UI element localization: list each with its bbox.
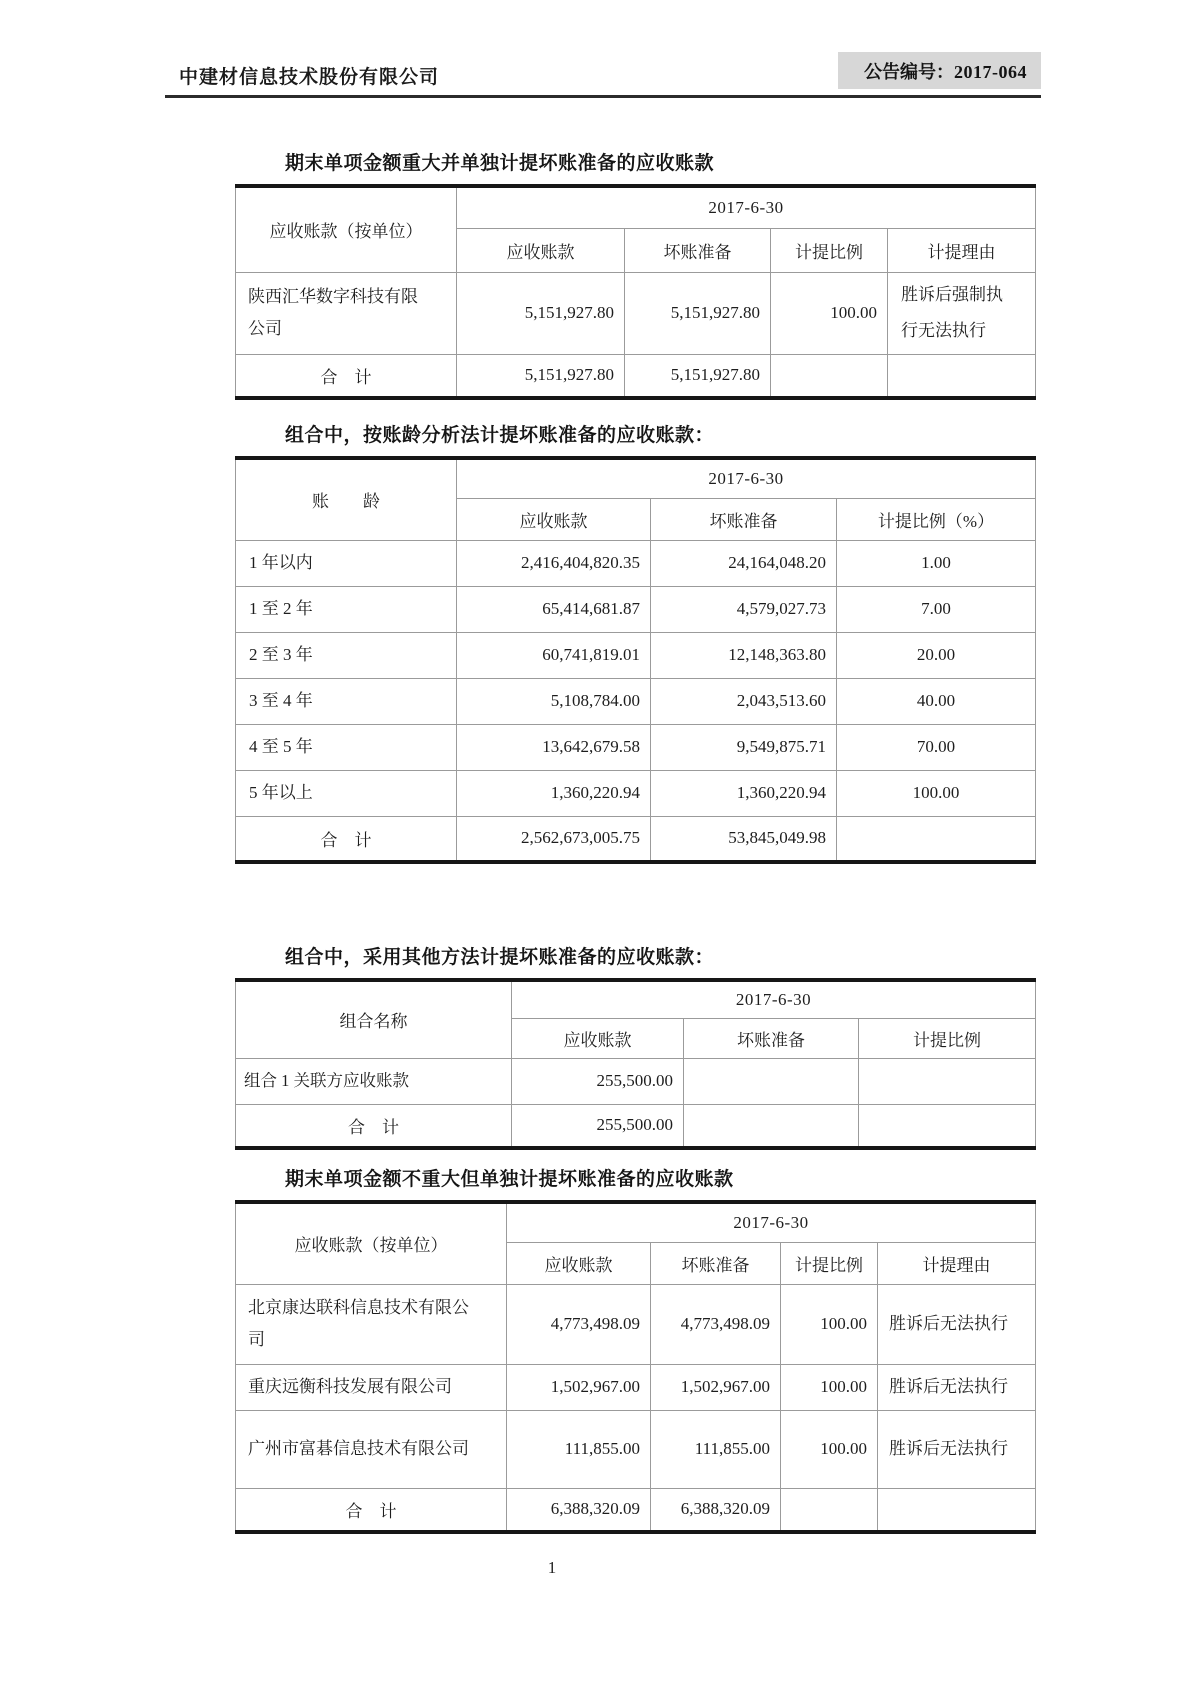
table1-total-label: 合 计 [236,354,457,398]
table4-row3-ratio: 100.00 [781,1410,878,1488]
table3-date-header: 2017-6-30 [512,980,1036,1018]
table1-total-ratio [771,354,888,398]
notice-number-badge [838,52,1041,89]
table3-title: 组合中，采用其他方法计提坏账准备的应收账款： [285,947,715,968]
table1-date-header: 2017-6-30 [457,186,1036,228]
table2-row3-ratio: 20.00 [837,632,1036,678]
table3-total-baddebt [684,1104,859,1148]
table1-row1-reason: 胜诉后强制执行无法执行 [888,272,1036,354]
table4-corner-header: 应收账款（按单位） [236,1202,507,1284]
table2-row1-receivable: 2,416,404,820.35 [457,540,651,586]
table4-row2-reason: 胜诉后无法执行 [878,1364,1036,1410]
table2-row5-baddebt: 9,549,875.71 [651,724,837,770]
table-row [236,1410,1036,1488]
table2-row6-age: 5 年以上 [236,770,457,816]
notice-number: 2017-064 [954,62,1027,82]
table2-row4-age: 3 至 4 年 [236,678,457,724]
table2-aging-analysis [235,456,1036,864]
table3-corner-header: 组合名称 [236,980,512,1058]
table2-row6-receivable: 1,360,220.94 [457,770,651,816]
table2-row2-age: 1 至 2 年 [236,586,457,632]
table4-total-receivable: 6,388,320.09 [507,1488,651,1532]
table3-other-method [235,978,1036,1150]
table-row [236,724,1036,770]
table2-row1-age: 1 年以内 [236,540,457,586]
table2-row5-age: 4 至 5 年 [236,724,457,770]
table-row [236,770,1036,816]
table3-row1-name: 组合 1 关联方应收账款 [236,1058,512,1104]
table1-header-row-date [236,186,1036,228]
table2-row4-ratio: 40.00 [837,678,1036,724]
page-number: 1 [547,1558,557,1577]
table1-row1-baddebt: 5,151,927.80 [625,272,771,354]
table4-row2-receivable: 1,502,967.00 [507,1364,651,1410]
table3-total-row [236,1104,1036,1148]
table1-row1-name: 陕西汇华数字科技有限公司 [236,272,457,354]
table-row [236,632,1036,678]
table4-row2-name: 重庆远衡科技发展有限公司 [236,1364,507,1410]
table4-row1-reason: 胜诉后无法执行 [878,1284,1036,1364]
table2-header-row-date [236,458,1036,498]
table2-row5-ratio: 70.00 [837,724,1036,770]
table1-total-reason [888,354,1036,398]
table1-row1-ratio: 100.00 [771,272,888,354]
table3-row1-receivable: 255,500.00 [512,1058,684,1104]
table3-col-ratio: 计提比例 [859,1018,1036,1058]
table2-row3-age: 2 至 3 年 [236,632,457,678]
table4-row3-receivable: 111,855.00 [507,1410,651,1488]
table1-total-receivable: 5,151,927.80 [457,354,625,398]
table4-row1-ratio: 100.00 [781,1284,878,1364]
table3-row1-baddebt [684,1058,859,1104]
section-individually-significant [235,148,1035,400]
table3-total-label: 合 计 [236,1104,512,1148]
table1-individually-significant [235,184,1036,400]
table2-total-receivable: 2,562,673,005.75 [457,816,651,862]
table3-header-row-date [236,980,1036,1018]
table2-col-receivable: 应收账款 [457,498,651,540]
table2-title: 组合中，按账龄分析法计提坏账准备的应收账款： [285,425,715,446]
section-aging-analysis [235,420,1035,864]
table1-col-reason: 计提理由 [888,228,1036,272]
notice-label: 公告编号： [864,62,954,82]
table4-title: 期末单项金额不重大但单独计提坏账准备的应收账款 [285,1169,734,1190]
table2-row1-baddebt: 24,164,048.20 [651,540,837,586]
table1-total-baddebt: 5,151,927.80 [625,354,771,398]
table2-total-row [236,816,1036,862]
table2-row3-receivable: 60,741,819.01 [457,632,651,678]
table4-individually-insignificant [235,1200,1036,1534]
table4-col-baddebt: 坏账准备 [651,1242,781,1284]
table2-col-baddebt: 坏账准备 [651,498,837,540]
table2-total-baddebt: 53,845,049.98 [651,816,837,862]
table4-total-reason [878,1488,1036,1532]
table4-row1-name: 北京康达联科信息技术有限公司 [236,1284,507,1364]
table4-total-ratio [781,1488,878,1532]
table2-total-ratio [837,816,1036,862]
table4-total-row [236,1488,1036,1532]
table2-row2-receivable: 65,414,681.87 [457,586,651,632]
table-row [236,1058,1036,1104]
table4-date-header: 2017-6-30 [507,1202,1036,1242]
table1-corner-header: 应收账款（按单位） [236,186,457,272]
table2-row4-baddebt: 2,043,513.60 [651,678,837,724]
table1-col-ratio: 计提比例 [771,228,888,272]
table1-total-row [236,354,1036,398]
table2-row3-baddebt: 12,148,363.80 [651,632,837,678]
table4-col-ratio: 计提比例 [781,1242,878,1284]
table-row [236,1364,1036,1410]
table2-row6-baddebt: 1,360,220.94 [651,770,837,816]
table2-total-label: 合 计 [236,816,457,862]
table4-header-row-date [236,1202,1036,1242]
table3-total-receivable: 255,500.00 [512,1104,684,1148]
table2-date-header: 2017-6-30 [457,458,1036,498]
table-row [236,272,1036,354]
table3-col-baddebt: 坏账准备 [684,1018,859,1058]
table1-row1-receivable: 5,151,927.80 [457,272,625,354]
table2-row4-receivable: 5,108,784.00 [457,678,651,724]
table4-row3-name: 广州市富碁信息技术有限公司 [236,1410,507,1488]
table4-total-label: 合 计 [236,1488,507,1532]
table4-row1-baddebt: 4,773,498.09 [651,1284,781,1364]
table4-col-receivable: 应收账款 [507,1242,651,1284]
table3-col-receivable: 应收账款 [512,1018,684,1058]
table-row [236,678,1036,724]
table4-row2-ratio: 100.00 [781,1364,878,1410]
document-header [165,52,1041,98]
table-row [236,540,1036,586]
company-name: 中建材信息技术股份有限公司 [179,67,440,88]
table-row [236,1284,1036,1364]
table2-row6-ratio: 100.00 [837,770,1036,816]
table2-corner-header: 账 龄 [236,458,457,540]
table3-row1-ratio [859,1058,1036,1104]
table3-total-ratio [859,1104,1036,1148]
table4-col-reason: 计提理由 [878,1242,1036,1284]
table4-total-baddebt: 6,388,320.09 [651,1488,781,1532]
table-row [236,586,1036,632]
table4-row1-receivable: 4,773,498.09 [507,1284,651,1364]
table1-title: 期末单项金额重大并单独计提坏账准备的应收账款 [285,153,715,174]
table2-col-ratio: 计提比例（%） [837,498,1036,540]
table2-row2-ratio: 7.00 [837,586,1036,632]
table4-row3-reason: 胜诉后无法执行 [878,1410,1036,1488]
table2-row2-baddebt: 4,579,027.73 [651,586,837,632]
section-other-method [235,942,1035,1150]
table1-col-baddebt: 坏账准备 [625,228,771,272]
section-individually-insignificant [235,1164,1035,1534]
table4-row3-baddebt: 111,855.00 [651,1410,781,1488]
table1-col-receivable: 应收账款 [457,228,625,272]
table2-row1-ratio: 1.00 [837,540,1036,586]
table4-row2-baddebt: 1,502,967.00 [651,1364,781,1410]
table2-row5-receivable: 13,642,679.58 [457,724,651,770]
